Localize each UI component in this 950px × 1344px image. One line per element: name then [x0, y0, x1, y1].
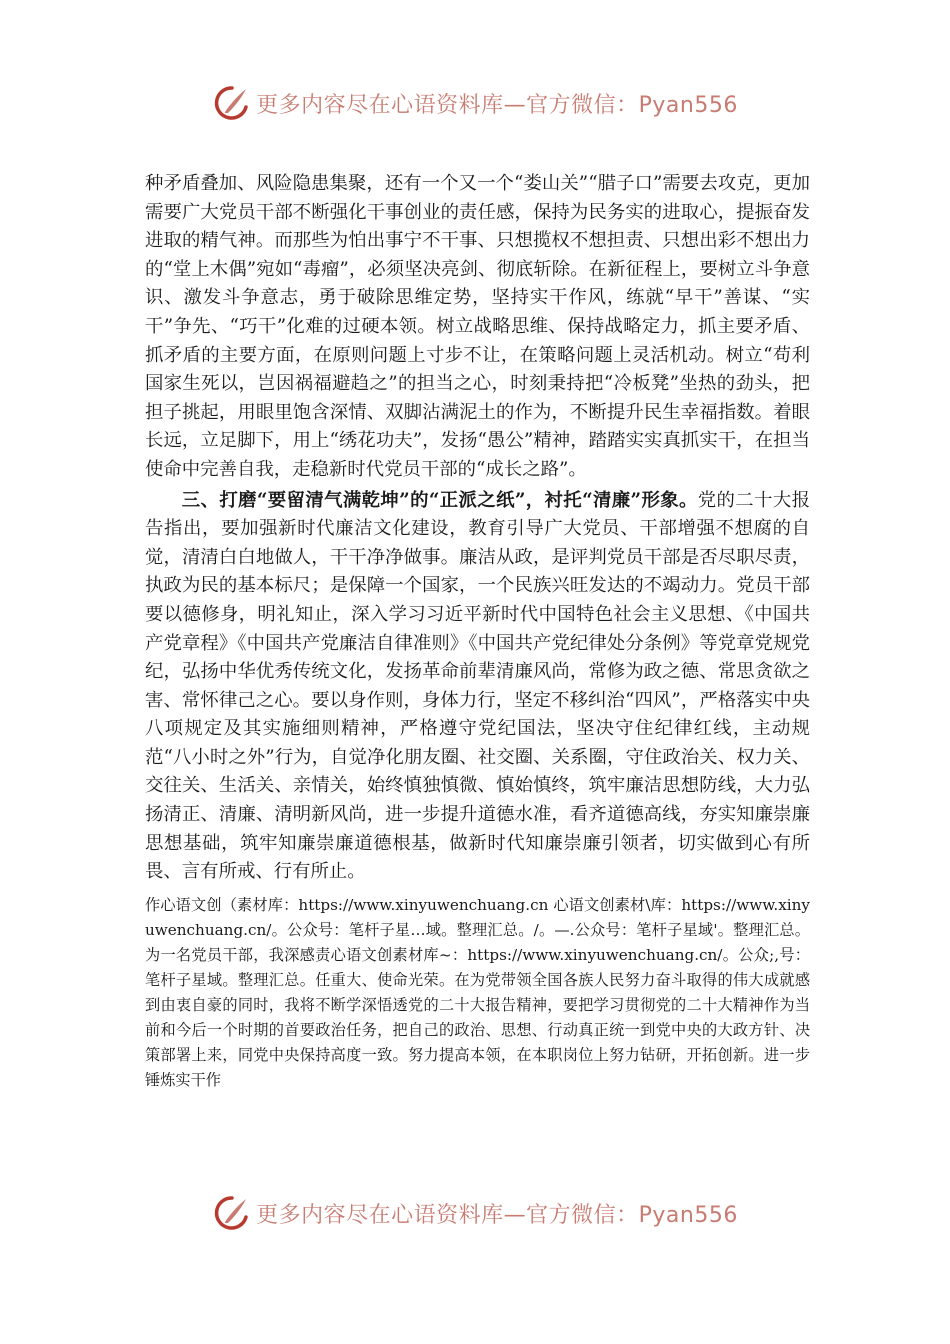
footer-banner	[0, 1188, 950, 1238]
section-heading: 三、打磨“要留清气满乾坤”的“正派之纸”，衬托“清廉”形象。	[181, 489, 698, 511]
pen-ring-logo-icon	[212, 1193, 252, 1233]
banner-text: 更多内容尽在心语资料库—官方微信：Pyan556	[256, 92, 738, 118]
section-body: 党的二十大报告指出，要加强新时代廉洁文化建设，教育引导广大党员、干部增强不想腐的自觉，清清白白地做人，干干净净做事。廉洁从政，是评判党员干部是否尽职尽责，执政为民的基本标尺；是保障一个国家，一个民族兴旺发达的不竭动力。党员干部要以德修身，明礼知止，深入学习习近平新时代中国特色社会主义思想、《中国共产党章程》《中国共产党廉洁自律准则》《中国共产党纪律处分条例》等党章党规党纪，弘扬中华优秀传统文化，发扬革命前辈清廉风尚，常修为政之德、常思贪欲之害、常怀律己之心。要以身作则，身体力行，坚定不移纠治“四风”，严格落实中央八项规定及其实施细则精神，严格遵守党纪国法，坚决守住纪律红线，主动规范“八小时之外”行为，自觉净化朋友圈、社交圈、关系圈，守住政治关、权力关、交往关、生活关、亲情关，始终慎独慎微、慎始慎终，筑牢廉洁思想防线，大力弘扬清正、清廉、清明新风尚，进一步提升道德水准，看齐道德高线，夯实知廉崇廉思想基础，筑牢知廉崇廉道德根基，做新时代知廉崇廉引领者，切实做到心有所畏、言有所戒、行有所止。	[145, 489, 810, 883]
section-paragraph	[145, 487, 810, 887]
document-body	[145, 170, 810, 1108]
banner-text: 更多内容尽在心语资料库—官方微信：Pyan556	[256, 1202, 738, 1228]
pen-ring-logo-icon	[212, 83, 252, 123]
header-banner	[0, 78, 950, 128]
paragraph: 种矛盾叠加、风险隐患集聚，还有一个又一个“娄山关”“腊子口”需要去攻克，更加需要广大党员干部不断强化干事创业的责任感，保持为民务实的进取心，提振奋发进取的精气神。而那些为怕出事宁不干事、只想揽权不想担责、只想出彩不想出力的“堂上木偶”宛如“毒瘤”，必须坚决亮剑、彻底斩除。在新征程上，要树立斗争意识、激发斗争意志，勇于破除思维定势，坚持实干作风，练就“早干”善谋、“实干”争先、“巧干”化难的过硬本领。树立战略思维、保持战略定力，抓主要矛盾、抓矛盾的主要方面，在原则问题上寸步不让，在策略问题上灵活机动。树立“苟利国家生死以，岂因祸福避趋之”的担当之心，时刻秉持把“冷板凳”坐热的劲头，把担子挑起，用眼里饱含深情、双脚沾满泥土的作为，不断提升民生幸福指数。着眼长远，立足脚下，用上“绣花功夫”，发扬“愚公”精神，踏踏实实真抓实干，在担当使命中完善自我，走稳新时代党员干部的“成长之路”。	[145, 173, 810, 480]
watermarked-paragraph: 作心语文创（素材库：https://www.xinyuwenchuang.cn 心语文创素材\库：https://www.xinyuwenchuang.cn/。公众号：笔杆子星…域。整理汇总。/。—.公众号：笔杆子星域'。整理汇总。为一名党员干部，我深感责心语文创素材库~：https://www.xinyuwenchuang.cn/。公众;,号：笔杆子星域。整理汇总。任重大、使命光荣。在为党带领全国各族人民努力奋斗取得的伟大成就感到由衷自豪的同时，我将不断学深悟透党的二十大报告精神，要把学习贯彻党的二十大精神作为当前和今后一个时期的首要政治任务，把自己的政治、思想、行动真正统一到党中央的大政方针、决策部署上来，同党中央保持高度一致。努力提高本领，在本职岗位上努力钻研，开拓创新。进一步锤炼实干作	[145, 895, 810, 1089]
